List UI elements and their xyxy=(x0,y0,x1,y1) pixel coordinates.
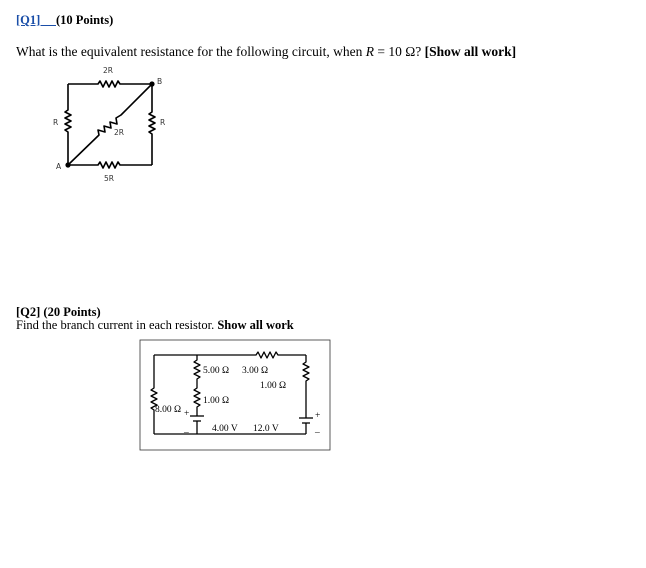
circuit2-left-branch xyxy=(151,355,157,434)
r4-label: 1.00 Ω xyxy=(260,381,287,391)
circuit1-label-right: R xyxy=(160,118,166,127)
q1-points: (10 Points) xyxy=(55,13,114,27)
circuit1-right-wire xyxy=(149,84,155,165)
node-a-dot xyxy=(65,162,70,167)
circuit-2-diagram xyxy=(140,340,330,450)
v1-label: 4.00 V xyxy=(212,424,238,434)
circuit1-label-diag: 2R xyxy=(114,128,124,137)
circuit1-bottom-wire xyxy=(68,162,152,168)
q1-lead: [Q1] __ xyxy=(16,13,56,27)
q2-prompt-text: Find the branch current in each resistor. xyxy=(16,318,218,332)
q1-prompt-text: What is the equivalent resistance for the following circuit, when xyxy=(16,44,366,59)
circuit2-top-right-wire xyxy=(197,352,306,358)
battery-4v-minus: – xyxy=(184,428,189,438)
circuit1-node-b: B xyxy=(157,77,163,86)
r1-label: 5.00 Ω xyxy=(203,366,230,376)
circuit1-diagonal-wire xyxy=(68,84,152,165)
r3-label: 1.00 Ω xyxy=(203,396,230,406)
q1-prompt xyxy=(16,44,516,60)
q2-prompt xyxy=(16,318,294,333)
battery-4v-plus: + xyxy=(184,409,190,419)
q1-header xyxy=(16,13,113,28)
circuit-1-diagram xyxy=(50,62,180,187)
q2-prompt-bold: Show all work xyxy=(217,318,294,332)
q1-prompt-var: R xyxy=(365,44,375,59)
q2-header: [Q2] (20 Points) xyxy=(16,305,101,319)
node-b-dot xyxy=(149,81,154,86)
v2-label: 12.0 V xyxy=(253,424,279,434)
circuit1-left-wire xyxy=(65,84,71,165)
battery-12v-plus: + xyxy=(315,411,321,421)
r5-label: 8.00 Ω xyxy=(155,405,182,415)
q1-prompt-mid: = 10 Ω? xyxy=(374,44,425,59)
circuit2-middle-branch xyxy=(194,355,200,412)
circuit1-label-left: R xyxy=(53,118,59,127)
circuit1-label-top: 2R xyxy=(103,66,113,75)
circuit2-right-branch xyxy=(303,355,309,418)
r2-label: 3.00 Ω xyxy=(242,366,269,376)
battery-12v-minus: – xyxy=(315,428,320,438)
q1-prompt-bold: [Show all work] xyxy=(424,44,517,59)
circuit1-node-a: A xyxy=(56,162,62,171)
circuit1-label-bottom: 5R xyxy=(104,174,114,183)
circuit1-top-wire xyxy=(68,81,152,87)
